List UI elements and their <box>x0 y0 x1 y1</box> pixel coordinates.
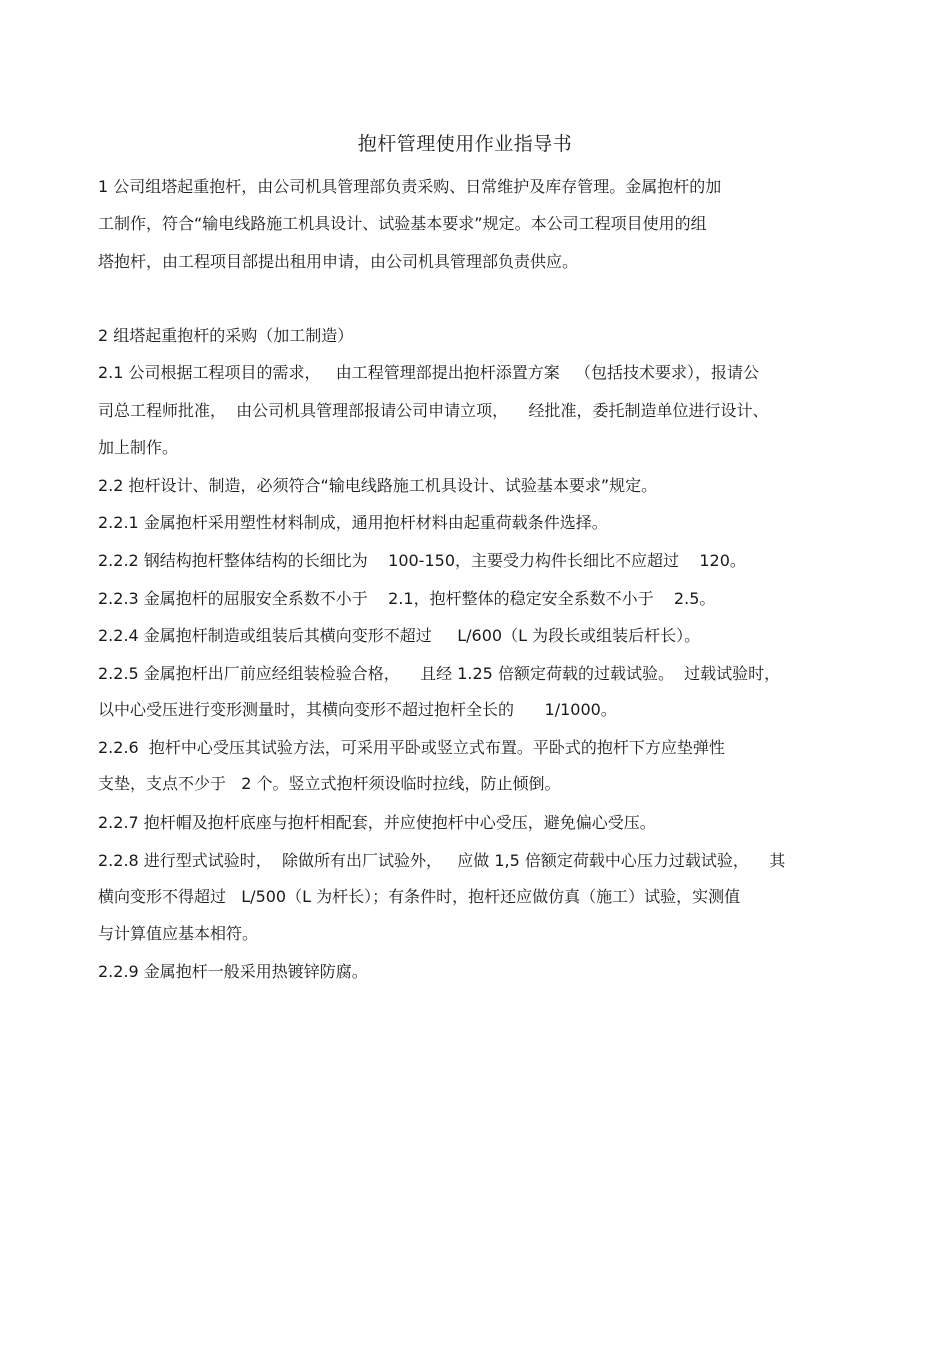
text-line-18: 2.2.8 进行型式试验时， 除做所有出厂试验外， 应做 1,5 倍额定荷载中心压力过载试验， 其 <box>98 851 786 870</box>
text-line-7: 加上制作。 <box>98 438 179 457</box>
text-line-5: 2.1 公司根据工程项目的需求， 由工程管理部提出抱杆添置方案 （包括技术要求），报请公 <box>98 363 760 382</box>
document-title: 抱杆管理使用作业指导书 <box>357 133 573 155</box>
text-line-9: 2.2.1 金属抱杆采用塑性材料制成，通用抱杆材料由起重荷载条件选择。 <box>98 513 608 532</box>
text-line-8: 2.2 抱杆设计、制造，必须符合“输电线路施工机具设计、试验基本要求”规定。 <box>98 476 658 495</box>
text-line-20: 与计算值应基本相符。 <box>98 924 259 943</box>
text-line-11: 2.2.3 金属抱杆的屈服安全系数不小于 2.1，抱杆整体的稳定安全系数不小于 2.5。 <box>98 589 716 608</box>
text-line-14: 以中心受压进行变形测量时，其横向变形不超过抱杆全长的 1/1000。 <box>98 700 617 719</box>
text-line-15: 2.2.6 抱杆中心受压其试验方法，可采用平卧或竖立式布置。平卧式的抱杆下方应垫弹性 <box>98 738 725 757</box>
text-line-1: 1 公司组塔起重抱杆，由公司机具管理部负责采购、日常维护及库存管理。金属抱杆的加 <box>98 177 722 196</box>
text-line-2: 工制作，符合“输电线路施工机具设计、试验基本要求”规定。本公司工程项目使用的组 <box>98 214 707 233</box>
text-line-10: 2.2.2 钢结构抱杆整体结构的长细比为 100-150，主要受力构件长细比不应超过 120。 <box>98 551 746 570</box>
text-line-12: 2.2.4 金属抱杆制造或组装后其横向变形不超过 L/600（L 为段长或组装后杆长）。 <box>98 626 701 645</box>
text-line-17: 2.2.7 抱杆帽及抱杆底座与抱杆相配套，并应使抱杆中心受压，避免偏心受压。 <box>98 813 656 832</box>
text-line-3: 塔抱杆，由工程项目部提出租用申请，由公司机具管理部负责供应。 <box>98 252 579 271</box>
text-line-19: 横向变形不得超过 L/500（L 为杆长）；有条件时，抱杆还应做仿真（施工）试验，实测值 <box>98 887 741 906</box>
section-heading-2: 2 组塔起重抱杆的采购（加工制造） <box>98 326 354 345</box>
text-line-21: 2.2.9 金属抱杆一般采用热镀锌防腐。 <box>98 962 368 981</box>
text-line-16: 支垫，支点不少于 2 个。竖立式抱杆须设临时拉线，防止倾倒。 <box>98 774 561 793</box>
text-line-13: 2.2.5 金属抱杆出厂前应经组装检验合格， 且经 1.25 倍额定荷载的过载试验。 过载试验时， <box>98 664 781 683</box>
text-line-6: 司总工程师批准， 由公司机具管理部报请公司申请立项， 经批准，委托制造单位进行设计、 <box>98 401 769 420</box>
